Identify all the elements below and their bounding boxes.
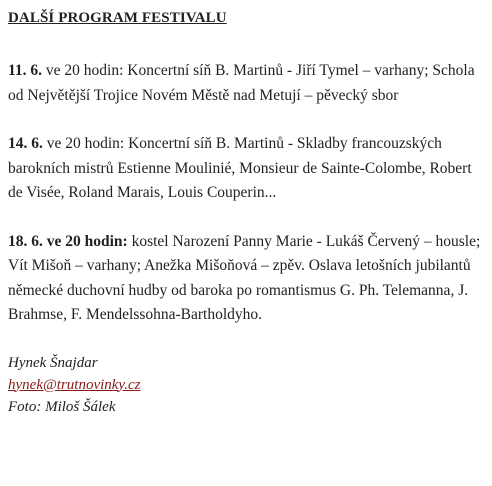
entry-date: 11. 6.	[8, 62, 43, 79]
program-entry-3	[8, 230, 486, 328]
signature-block	[8, 352, 486, 418]
section-heading: DALŠÍ PROGRAM FESTIVALU	[8, 10, 227, 26]
entry-text: ve 20 hodin: Koncertní síň B. Martinů - Jiří Tymel – varhany; Schola od Největější Trojice Novém Městě nad Metují – pěvecký sbor	[8, 62, 475, 104]
program-entry-2	[8, 132, 486, 206]
entry-text: kostel Narození Panny Marie - Lukáš Červený – housle; Vít Mišoň – varhany; Anežka Mišoňová – zpěv. Oslava letošních jubilantů německé duchovní hudby od baroka po romantismus G. Ph. Telemanna, J. Brahmse, F. Mendelssohna-Bartholdyho.	[8, 232, 481, 323]
author-email-line	[8, 374, 486, 396]
author-email-link[interactable]: hynek@trutnovinky.cz	[8, 376, 141, 393]
entry-text: ve 20 hodin: Koncertní síň B. Martinů - Skladby francouzských barokních mistrů Estienne Moulinié, Monsieur de Sainte-Colombe, Robert de Visée, Roland Marais, Louis Couperin...	[8, 135, 472, 201]
program-entry-1	[8, 59, 486, 108]
entry-date: 14. 6.	[8, 135, 43, 152]
entry-date: 18. 6. ve 20 hodin:	[8, 232, 128, 250]
photo-credit: Foto: Miloš Šálek	[8, 398, 116, 415]
author-name: Hynek Šnajdar	[8, 354, 98, 371]
